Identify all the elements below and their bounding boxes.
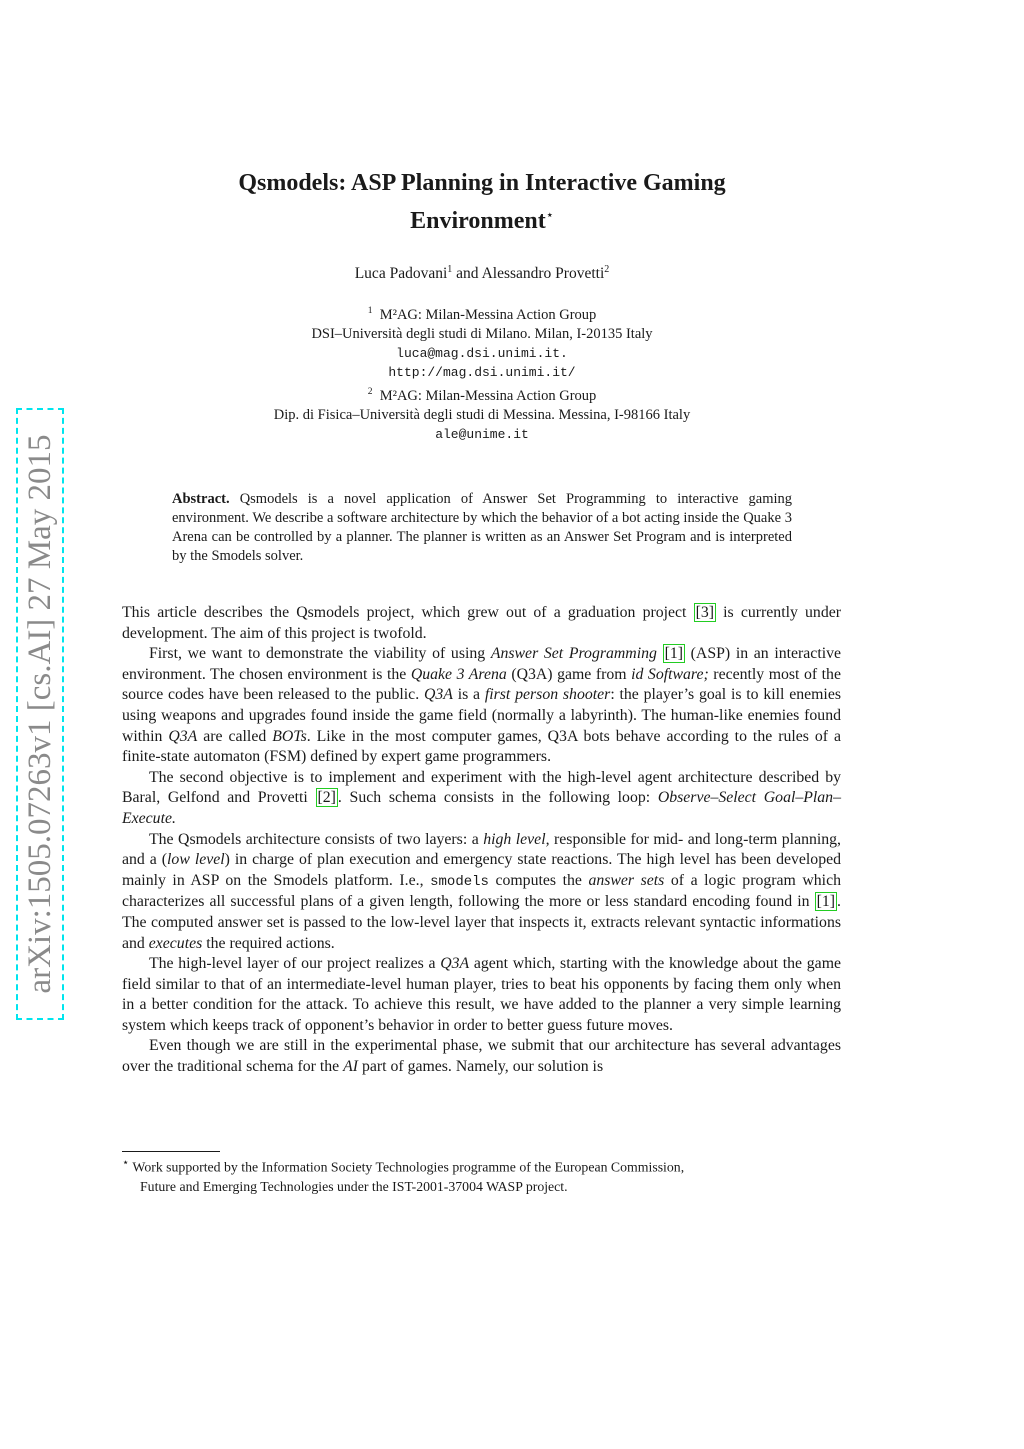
paragraph-4: The Qsmodels architecture consists of two layers: a high level, responsible for mid- and long-term planning, and a (low level) in charge of plan execution and emergency state reactions. The high level has been developed mainly in ASP on the Smodels platform. I.e., smodels computes the answer sets of a logic program which characterizes all successful plans of a given length, following the more or less standard encoding found in [1] . The computed answer set is passed to the low-level layer that inspects it, extracts relevant syntactic informations and executes the required actions. — [122, 830, 842, 952]
affil-2-group: M²AG: Milan-Messina Action Group — [379, 387, 597, 404]
affil-2-dept: Dip. di Fisica–Università degli studi di Messina. Messina, I-98166 Italy — [273, 406, 691, 423]
author-1-affil: 1 — [447, 264, 453, 275]
title-line-1: Qsmodels: ASP Planning in Interactive Gaming — [238, 170, 726, 196]
affil-1-group: M²AG: Milan-Messina Action Group — [379, 306, 597, 323]
footnote-line-1: Work supported by the Information Society Technologies programme of the European Commission, — [132, 1159, 685, 1175]
paragraph-1: This article describes the Qsmodels project, which grew out of a graduation project [3] is currently under development. The aim of this project is twofold. — [122, 604, 842, 642]
citation-link[interactable]: [3] — [695, 604, 715, 621]
footnote-line-2: Future and Emerging Technologies under the IST-2001-37004 WASP project. — [140, 1178, 568, 1194]
affiliations — [150, 302, 814, 444]
title-line-2: Environment — [410, 208, 546, 234]
abstract — [172, 490, 792, 566]
paragraph-3: The second objective is to implement and experiment with the high-level agent architecture described by Baral, Gelfond and Provetti [2] . Such schema consists in the following loop: Observe–Select Goal–Plan–Execute. — [122, 768, 841, 827]
paragraph-2: First, we want to demonstrate the viability of using Answer Set Programming [1] (ASP) in an interactive environment. The chosen environment is the Quake 3 Arena (Q3A) game from id Software; recently most of the source codes have been released to the public. Q3A is a first person shooter: the player’s goal is to kill enemies using weapons and upgrades found inside the game field (normally a labyrinth). The human-like enemies found within Q3A are called BOTs. Like in the most computer games, Q3A bots behave according to the rules of a finite-state automaton (FSM) defined by expert game programmers. — [122, 645, 842, 766]
footnote-divider — [122, 1151, 220, 1152]
footnote-mark: ⋆ — [122, 1157, 130, 1169]
author-and: and — [456, 265, 479, 283]
affil-1-url[interactable]: http://mag.dsi.unimi.it/ — [388, 365, 576, 381]
citation-link[interactable]: [1] — [816, 893, 836, 911]
affil-1-number: 1 — [367, 306, 373, 316]
author-list — [150, 264, 814, 283]
abstract-text: Qsmodels is a novel application of Answer Set Programming to interactive gaming environment. We describe a software architecture by which the behavior of a bot acting inside the Quake 3 Arena can be controlled by a planner. The planner is written as an Answer Set Program and is interpreted by the Smodels solver. — [172, 491, 792, 564]
citation-link[interactable]: [1] — [664, 645, 683, 663]
abstract-label: Abstract. — [172, 491, 230, 507]
author-2: Alessandro Provetti — [481, 265, 605, 283]
citation-link[interactable]: [2] — [317, 789, 336, 807]
title-footnote-mark[interactable]: ⋆ — [545, 207, 554, 222]
inline-code: smodels — [430, 873, 489, 890]
author-1: Luca Padovani — [354, 265, 448, 283]
body-text — [122, 603, 841, 1078]
author-2-affil: 2 — [604, 264, 610, 275]
paragraph-6: Even though we are still in the experimental phase, we submit that our architecture has several advantages over the traditional schema for the AI part of games. Namely, our solution is — [122, 1037, 841, 1076]
footnote — [122, 1154, 841, 1196]
affil-2-number: 2 — [367, 386, 373, 397]
affil-2-email[interactable]: ale@unime.it — [435, 426, 529, 442]
paragraph-5: The high-level layer of our project realizes a Q3A agent which, starting with the knowledge about the game field similar to that of an intermediate-level human player, tries to beat his opponents by facing them only when in a better condition for the attack. To achieve this result, we have added to the planner a very simple learning system which keeps track of opponent’s behavior in order to better guess future moves. — [122, 955, 841, 1034]
affil-1-dept: DSI–Università degli studi di Milano. Milan, I-20135 Italy — [311, 326, 653, 343]
arxiv-identifier[interactable]: arXiv:1505.07263v1 [cs.AI] 27 May 2015 — [22, 434, 58, 994]
paper-title — [150, 168, 814, 237]
affil-1-email[interactable]: luca@mag.dsi.unimi.it. — [396, 346, 568, 362]
